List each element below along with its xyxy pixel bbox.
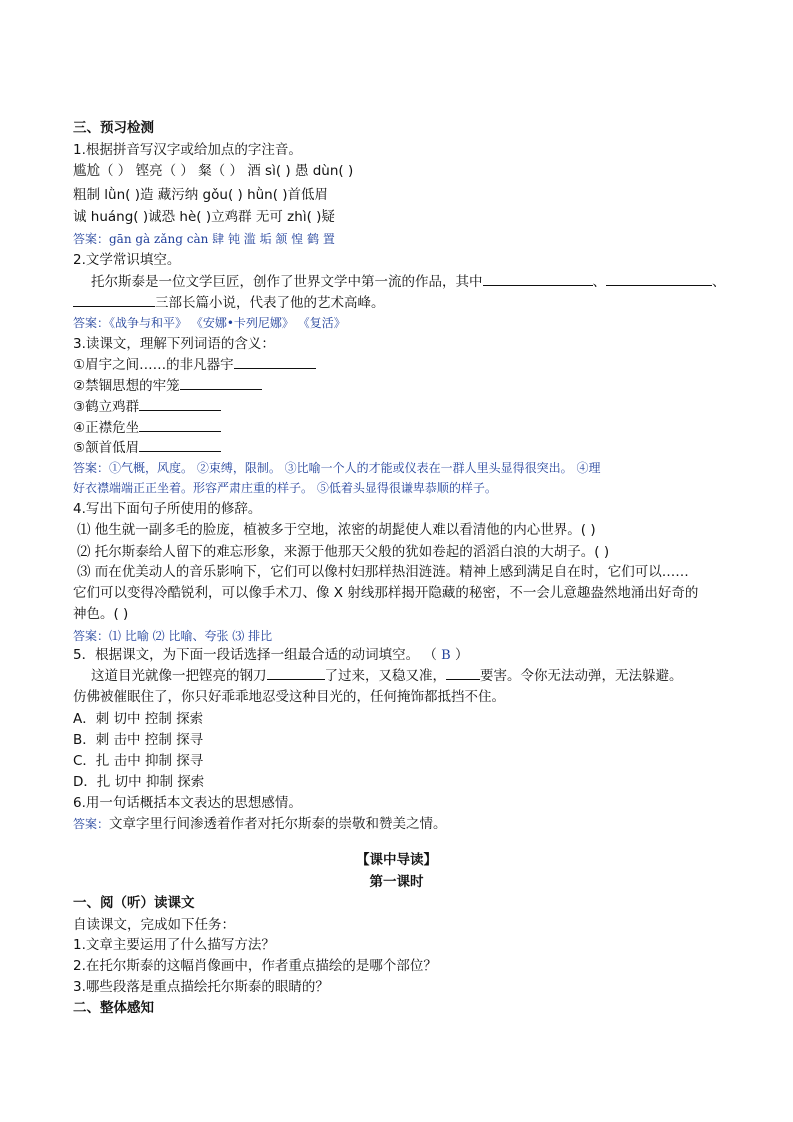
q2-answer: 答案：《战争与和平》 《安娜•卡列尼娜》 《复活》 (73, 316, 346, 330)
q5-option-d: D．扎 切中 抑制 探索 (73, 774, 205, 790)
q3-item-text: ⑤颔首低眉 (73, 440, 140, 456)
heading-overall-perception: 二、整体感知 (73, 1000, 154, 1016)
q1-row-1: 尴尬（ ） 铿亮（ ） 粲（ ） 酒 sì( ) 愚 dùn( ) (73, 163, 354, 179)
section-subtitle-period: 第一课时 (369, 874, 424, 890)
q2-sep: 、 (592, 274, 606, 290)
blank (139, 396, 221, 411)
q5-option-a: A．刺 切中 控制 探索 (73, 711, 204, 727)
q4-item-1: ⑴ 他生就一副多毛的脸庞，植被多于空地，浓密的胡髭使人难以看清他的内心世界。( ) (77, 522, 596, 538)
q5-option-c: C．扎 击中 抑制 探寻 (73, 753, 204, 769)
question-2: 2.文学常识填空。 (73, 252, 181, 268)
blank (139, 437, 221, 452)
q3-item-2 (73, 375, 262, 396)
q5-text-a: 这道目光就像一把铿亮的钢刀 (91, 668, 267, 684)
q5-text-line-2: 仿佛被催眠住了，你只好乖乖地忍受这种目光的，任何掩饰都抵挡不住。 (73, 689, 505, 705)
q5-text-line-1 (91, 665, 683, 686)
q4-item-2: ⑵ 托尔斯泰给人留下的难忘形象，来源于他那天父般的犹如卷起的滔滔白浪的大胡子。( ) (77, 544, 610, 560)
question-3: 3.读课文，理解下列词语的含义： (73, 336, 275, 352)
blank (446, 665, 480, 680)
q1-row-3: 诚 huáng( )诚恐 hè( )立鸡群 无可 zhì( )疑 (73, 209, 335, 225)
task-2: 2.在托尔斯泰的这幅肖像画中，作者重点描绘的是哪个部位？ (73, 958, 437, 974)
q4-item-3-line-2: 它们可以变得冷酷锐利，可以像手术刀、像 X 射线那样揭开隐藏的秘密，不一会儿意趣盎然地涌出好奇的 (73, 585, 699, 601)
q5-text-b: 了过来，又稳又准， (324, 668, 446, 684)
q4-answer: 答案：⑴ 比喻 ⑵ 比喻、夸张 ⑶ 排比 (73, 629, 273, 643)
q4-item-3-line-3: 神色。( ) (73, 606, 129, 622)
blank (139, 417, 221, 432)
heading-read-text: 一、阅（听）读课文 (73, 895, 195, 911)
blank (267, 665, 325, 680)
task-3: 3.哪些段落是重点描绘托尔斯泰的眼睛的？ (73, 979, 329, 995)
q2-text-line-2 (73, 292, 385, 313)
q2-text-line-1 (91, 271, 726, 292)
question-1: 1.根据拼音写汉字或给加点的字注音。 (73, 142, 302, 158)
q2-text-b: 三部长篇小说，代表了他的艺术高峰。 (155, 295, 385, 311)
q5-prompt-end: ） (450, 647, 469, 663)
q6-answer-line (73, 814, 447, 834)
q5-option-b: B．刺 击中 控制 探寻 (73, 732, 204, 748)
question-4: 4.写出下面句子所使用的修辞。 (73, 501, 262, 517)
q6-answer: 文章字里行间渗透着作者对托尔斯泰的崇敬和赞美之情。 (109, 816, 447, 832)
q6-answer-label: 答案： (73, 817, 110, 831)
q3-item-5 (73, 437, 221, 458)
q3-item-text: ④正襟危坐 (73, 420, 140, 436)
blank (73, 292, 155, 307)
q3-item-3 (73, 396, 221, 417)
q3-item-text: ③鹤立鸡群 (73, 399, 140, 415)
q3-item-4 (73, 417, 221, 438)
blank (234, 354, 316, 369)
q3-answer-line-1: 答案：①气概，风度。 ②束缚，限制。 ③比喻一个人的才能或仪表在一群人里头显得很突出。 ④理 (73, 461, 601, 475)
blank (180, 375, 262, 390)
q1-answer: 答案：gān gà zǎng càn 肆 钝 滥 垢 颔 惶 鹤 置 (73, 232, 335, 246)
section-heading-preview: 三、预习检测 (73, 120, 154, 136)
blank (483, 271, 593, 286)
q2-sep: 、 (712, 274, 726, 290)
self-read-instruction: 自读课文，完成如下任务： (73, 917, 235, 933)
blank (606, 271, 712, 286)
q2-text-a: 托尔斯泰是一位文学巨匠，创作了世界文学中第一流的作品，其中 (91, 274, 483, 290)
q5-text-c: 要害。令你无法动弹，无法躲避。 (480, 668, 683, 684)
q3-item-text: ①眉宇之间……的非凡器宇 (73, 357, 234, 373)
q5-prompt: 5．根据课文，为下面一段话选择一组最合适的动词填空。 （ (73, 647, 442, 663)
q1-row-2: 粗制 lǜn( )造 藏污纳 gǒu( ) hǜn( )首低眉 (73, 187, 329, 203)
q3-item-text: ②禁锢思想的牢笼 (73, 378, 180, 394)
q3-answer-line-2: 好衣襟端端正正坐着。形容严肃庄重的样子。 ⑤低着头显得很谦卑恭顺的样子。 (73, 481, 497, 495)
section-title-guided-reading: 【课中导读】 (356, 852, 437, 868)
q4-item-3-line-1: ⑶ 而在优美动人的音乐影响下，它们可以像村妇那样热泪涟涟。精神上感到满足自在时，它们可以…… (77, 564, 689, 580)
question-6: 6.用一句话概括本文表达的思想感情。 (73, 795, 302, 811)
q3-item-1 (73, 354, 316, 375)
task-1: 1.文章主要运用了什么描写方法？ (73, 937, 275, 953)
q5-answer: B (441, 648, 451, 663)
question-5 (73, 645, 469, 666)
